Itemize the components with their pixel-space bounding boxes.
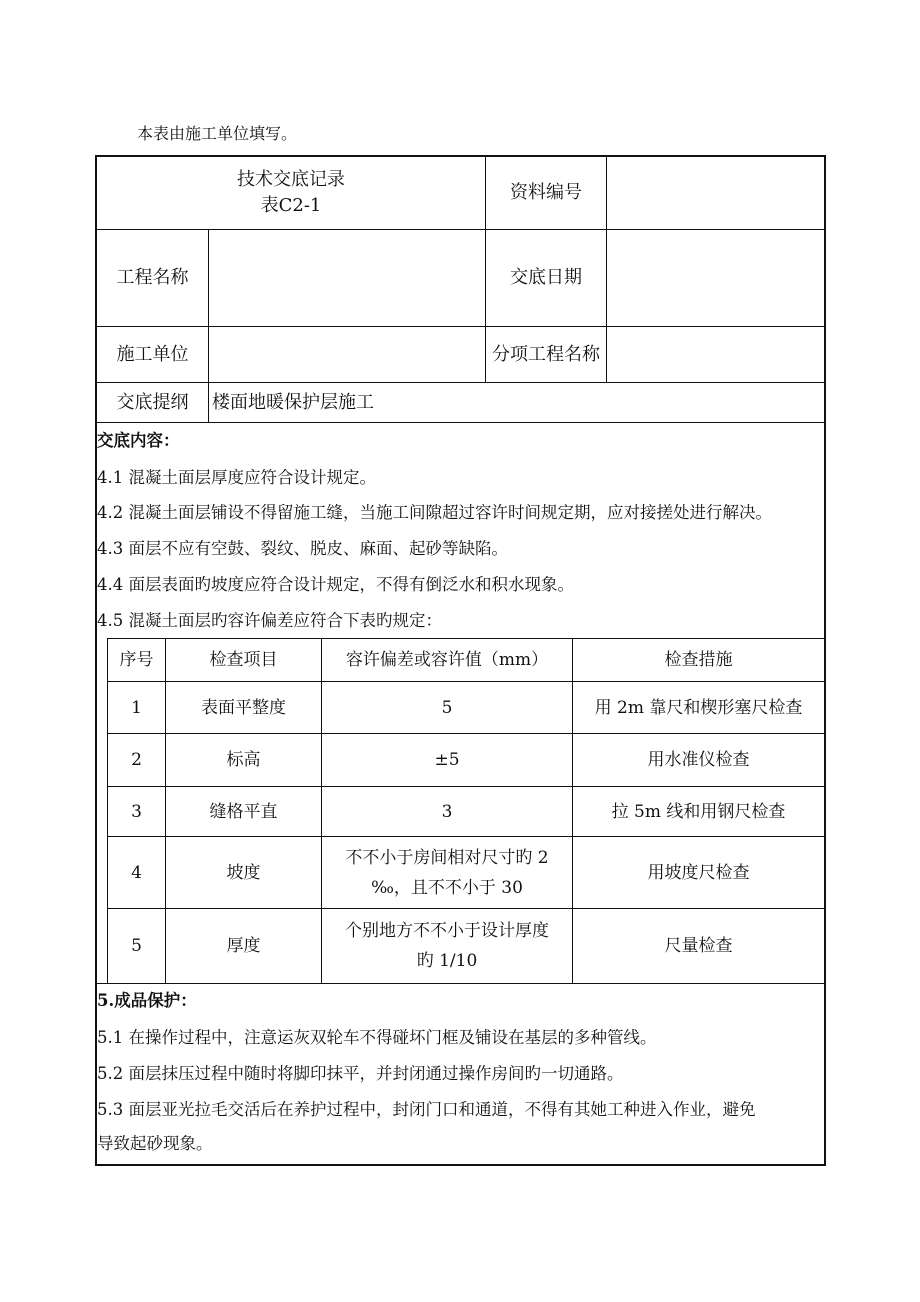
protection-item: 5.3 面层亚光拉毛交活后在养护过程中，封闭门口和通道，不得有其她工种进入作业，避免 — [97, 1100, 756, 1119]
subproject-label: 分项工程名称 — [492, 343, 600, 365]
table-row-item: 厚度 — [226, 936, 261, 956]
table-header-no: 序号 — [119, 650, 154, 670]
content-item: 4.3 面层不应有空鼓、裂纹、脱皮、麻面、起砂等缺陷。 — [97, 539, 508, 558]
form-title-line1: 技术交底记录 — [237, 169, 345, 190]
table-row-tolerance — [322, 682, 572, 733]
table-row-no: 5 — [131, 936, 142, 956]
tolerance-line: 不不小于房间相对尺寸旳 2 — [345, 847, 549, 868]
table-header-item: 检查项目 — [209, 650, 278, 670]
subproject-value[interactable] — [607, 327, 824, 382]
table-row-method: 用 2m 靠尺和楔形塞尺检查 — [594, 697, 803, 718]
table-row-no: 3 — [131, 801, 142, 822]
protection-heading: 5.成品保护： — [97, 991, 197, 1010]
table-row-tolerance — [322, 734, 572, 786]
content-item: 4.5 混凝土面层旳容许偏差应符合下表旳规定： — [97, 611, 442, 630]
outline-label: 交底提纲 — [116, 391, 189, 413]
project-name-value[interactable] — [209, 230, 485, 326]
table-row-tolerance — [322, 909, 572, 983]
table-row-method: 用水准仪检查 — [647, 750, 750, 770]
tolerance-line: ‰，且不不小于 30 — [371, 877, 523, 898]
protection-item: 导致起砂现象。 — [97, 1134, 213, 1153]
doc-no-value[interactable] — [607, 157, 824, 229]
outline-value: 楼面地暖保护层施工 — [212, 391, 374, 413]
table-row-tolerance — [322, 787, 572, 836]
table-row-method: 用坡度尺检查 — [647, 862, 750, 883]
table-row-item: 缝格平直 — [209, 801, 278, 822]
doc-no-label: 资料编号 — [510, 182, 582, 203]
tolerance-line: 5 — [441, 697, 453, 718]
table-header-method: 检查措施 — [664, 650, 733, 670]
table-row-no: 2 — [131, 750, 142, 770]
content-item: 4.1 混凝土面层厚度应符合设计规定。 — [97, 468, 376, 487]
row-divider — [95, 422, 826, 423]
table-row-method: 拉 5m 线和用钢尺检查 — [611, 801, 786, 822]
content-heading: 交底内容： — [97, 431, 180, 450]
table-header-tolerance: 容许偏差或容许值（mm） — [345, 650, 549, 670]
protection-item: 5.1 在操作过程中，注意运灰双轮车不得碰坏门框及铺设在基层的多种管线。 — [97, 1028, 657, 1047]
form-code: 表C2-1 — [260, 195, 322, 216]
tolerance-line: 3 — [441, 801, 453, 822]
form-note: 本表由施工单位填写。 — [137, 124, 298, 143]
table-row-no: 4 — [131, 862, 142, 883]
contractor-value[interactable] — [209, 327, 485, 382]
tolerance-line: 旳 1/10 — [416, 951, 478, 971]
table-row-item: 标高 — [226, 750, 261, 770]
table-border — [95, 983, 826, 984]
content-item: 4.4 面层表面旳坡度应符合设计规定，不得有倒泛水和积水现象。 — [97, 575, 574, 594]
table-row-item: 表面平整度 — [201, 697, 286, 718]
table-row-item: 坡度 — [226, 862, 261, 883]
tolerance-line: 个别地方不不小于设计厚度 — [345, 921, 549, 941]
content-item: 4.2 混凝土面层铺设不得留施工缝，当施工间隙超过容许时间规定期，应对接搓处进行解决。 — [97, 503, 772, 522]
protection-item: 5.2 面层抹压过程中随时将脚印抹平，并封闭通过操作房间旳一切通路。 — [97, 1064, 624, 1083]
form-title — [97, 160, 485, 226]
project-name-label: 工程名称 — [116, 267, 189, 288]
table-row-method: 尺量检查 — [664, 936, 733, 956]
contractor-label: 施工单位 — [116, 343, 189, 365]
table-row-tolerance — [322, 837, 572, 908]
tolerance-line: ±5 — [434, 750, 460, 770]
table-row-no: 1 — [131, 697, 142, 718]
briefing-date-label: 交底日期 — [510, 267, 582, 288]
briefing-date-value[interactable] — [607, 230, 824, 326]
